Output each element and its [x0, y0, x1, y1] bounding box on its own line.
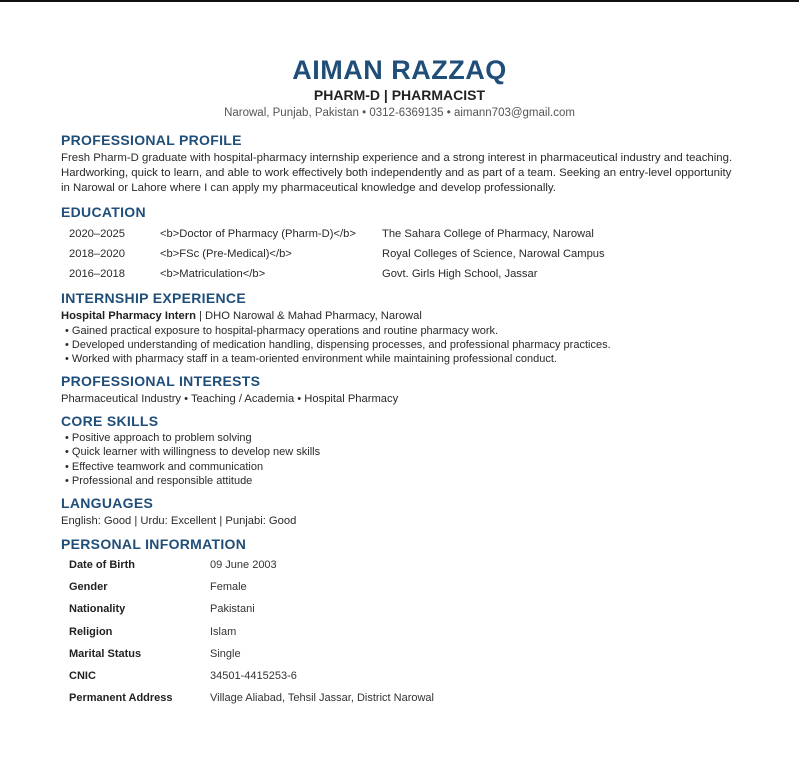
personal-info-row [61, 621, 769, 643]
internship-bullet: • Gained practical exposure to hospital-pharmacy operations and routine pharmacy work. [65, 324, 499, 337]
personal-info-value: Islam [210, 625, 237, 638]
section-heading: EDUCATION [61, 204, 146, 220]
internship-bullet: • Developed understanding of medication handling, dispensing processes, and professional pharmacy practices. [65, 338, 611, 351]
personal-info-value: 09 June 2003 [210, 559, 277, 571]
section-personal-information [61, 535, 769, 709]
section-languages [61, 494, 769, 529]
section-heading: CORE SKILLS [61, 413, 159, 429]
section-core-skills [61, 412, 769, 488]
resume-header [0, 54, 799, 121]
education-years: 2020–2025 [69, 228, 125, 240]
personal-info-label: CNIC [69, 669, 96, 682]
skill-item: • Effective teamwork and communication [65, 460, 264, 473]
personal-info-row [61, 643, 769, 665]
internship-title: Hospital Pharmacy Intern [61, 310, 196, 322]
personal-info-label: Religion [69, 625, 113, 638]
candidate-role: PHARM-D | PHARMACIST [313, 87, 486, 103]
personal-info-value: 34501-4415253-6 [210, 669, 297, 682]
top-border [0, 0, 799, 2]
education-years: 2016–2018 [69, 268, 125, 280]
education-degree: <b>Matriculation</b> [160, 268, 266, 280]
personal-info-value: Single [210, 647, 241, 660]
personal-info-label: Gender [69, 581, 108, 594]
personal-info-value: Village Aliabad, Tehsil Jassar, District Narowal [210, 692, 434, 705]
personal-info-value: Pakistani [210, 603, 255, 616]
section-professional-profile [61, 131, 769, 196]
section-heading: INTERNSHIP EXPERIENCE [61, 290, 246, 306]
section-heading: PERSONAL INFORMATION [61, 536, 247, 552]
section-professional-interests [61, 372, 769, 407]
skills-list [61, 431, 769, 488]
personal-info-label: Permanent Address [69, 692, 173, 705]
personal-info-label: Nationality [69, 603, 126, 616]
education-institution: The Sahara College of Pharmacy, Narowal [382, 228, 594, 240]
skill-item: • Professional and responsible attitude [65, 474, 253, 487]
education-institution: Royal Colleges of Science, Narowal Campus [382, 248, 605, 260]
internship-position [61, 309, 769, 324]
personal-info-row [61, 576, 769, 598]
education-degree: <b>FSc (Pre-Medical)</b> [160, 248, 292, 260]
personal-info-value: Female [210, 581, 247, 594]
section-education [61, 203, 769, 284]
personal-info-row [61, 554, 769, 576]
education-years: 2018–2020 [69, 248, 125, 260]
personal-info-row [61, 665, 769, 687]
interests-text: Pharmaceutical Industry • Teaching / Academia • Hospital Pharmacy [61, 393, 399, 405]
personal-info-row [61, 598, 769, 620]
skill-item: • Positive approach to problem solving [65, 432, 252, 444]
candidate-name: AIMAN RAZZAQ [292, 55, 507, 85]
section-heading: LANGUAGES [61, 495, 154, 511]
section-heading: PROFESSIONAL PROFILE [61, 132, 242, 148]
education-degree: <b>Doctor of Pharmacy (Pharm-D)</b> [160, 228, 356, 240]
personal-info-row [61, 687, 769, 709]
profile-text: Fresh Pharm-D graduate with hospital-pharmacy internship experience and a strong interest in pharmaceutical industry and teaching. Hardworking, quick to learn, and able to work effectively both independently and as part of a team. Seeking an entry-level opportunity in Narowal or Lahore where I can apply my pharmaceutical knowledge and develop professionally. [61, 152, 733, 194]
skill-item: • Quick learner with willingness to develop new skills [65, 446, 321, 459]
personal-info-label: Marital Status [69, 647, 142, 660]
section-internship-experience [61, 289, 769, 366]
education-row [61, 264, 769, 284]
section-heading: PROFESSIONAL INTERESTS [61, 373, 261, 389]
education-row [61, 244, 769, 264]
personal-info-label: Date of Birth [69, 559, 135, 571]
education-table [61, 224, 769, 284]
internship-place: | DHO Narowal & Mahad Pharmacy, Narowal [195, 310, 422, 322]
languages-text: English: Good | Urdu: Excellent | Punjabi: Good [61, 515, 297, 527]
personal-info-table [61, 554, 769, 709]
education-institution: Govt. Girls High School, Jassar [382, 268, 538, 280]
education-row [61, 224, 769, 244]
contact-line: Narowal, Punjab, Pakistan • 0312-6369135 • aimann703@gmail.com [224, 107, 575, 119]
internship-bullet: • Worked with pharmacy staff in a team-oriented environment while maintaining professional conduct. [65, 353, 557, 366]
